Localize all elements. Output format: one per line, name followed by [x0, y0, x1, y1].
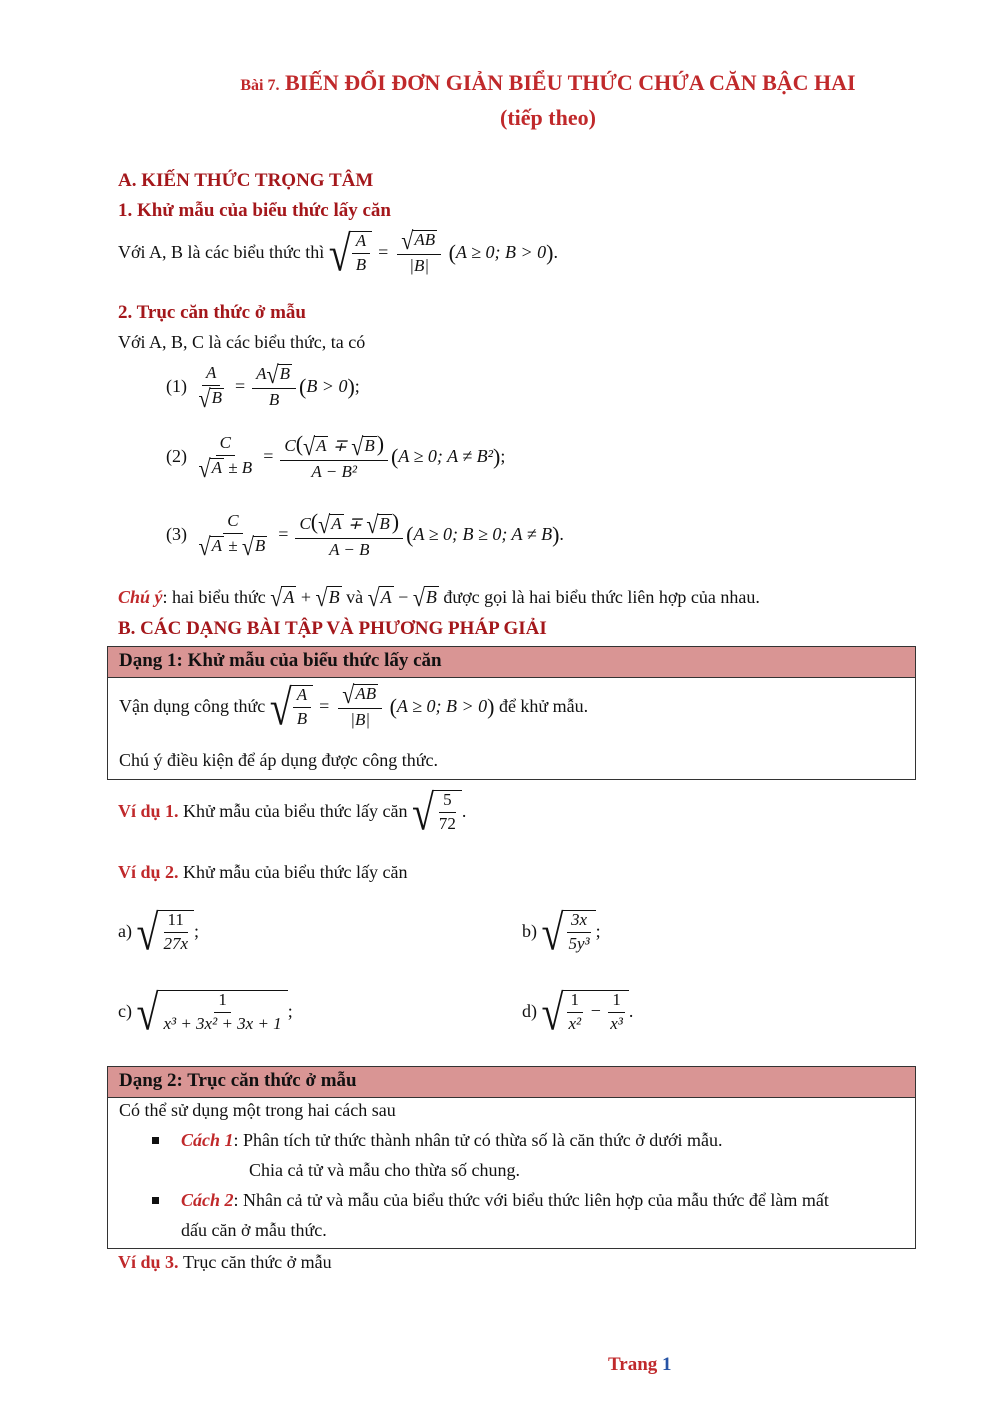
- formula-1-condition: B > 0: [306, 376, 348, 397]
- lesson-title-text: BIẾN ĐỔI ĐƠN GIẢN BIỂU THỨC CHỨA CĂN BẬC HAI: [284, 70, 856, 95]
- formula-2-label: (2): [166, 446, 187, 467]
- note-text-2: được gọi là hai biểu thức liên hợp của nhau.: [443, 586, 760, 607]
- note-and: và: [346, 586, 364, 607]
- formula-1: (1) A √ B = A √ B B ( B > 0 ) ;: [166, 360, 360, 413]
- example-3-text: Trục căn thức ở mẫu: [183, 1252, 332, 1272]
- note-line: Chú ý : hai biểu thức √ A + √ B và √ A − √ B được gọi là hai biểu thức liên hợp của nhau.: [118, 582, 760, 612]
- lesson-title: [118, 70, 978, 96]
- formula-3-label: (3): [166, 524, 187, 545]
- part1-text: Với A, B là các biểu thức thì: [118, 242, 325, 263]
- lesson-subtitle: (tiếp theo): [500, 105, 596, 130]
- section-a-heading: A. KIẾN THỨC TRỌNG TÂM: [118, 170, 374, 191]
- type-1-box: [107, 646, 916, 780]
- formula-2-condition: A ≥ 0; A ≠ B²: [398, 446, 494, 467]
- type-1-title: Dạng 1: Khử mẫu của biểu thức lấy căn: [108, 647, 915, 678]
- formula-1-label: (1): [166, 376, 187, 397]
- example-1-label: Ví dụ 1.: [118, 800, 179, 821]
- type-1-tail: để khử mẫu.: [498, 696, 589, 717]
- example-1: Ví dụ 1. Khử mẫu của biểu thức lấy căn √ $\frac{5}{72}$ .: [118, 785, 467, 842]
- way-1-line: [152, 1130, 723, 1151]
- example-2-c: c) √ $\frac{1}{\text{x³ + 3x² + 3x + 1}}$ ;: [118, 985, 293, 1042]
- bullet-icon: [152, 1137, 159, 1144]
- formula-3: (3) C √ A ± √ B = C( √ A ∓ √ B ) A − B ( A ≥ 0; B ≥ 0; A ≠ B ) .: [166, 509, 564, 561]
- part1-condition: A ≥ 0; B > 0: [455, 242, 547, 263]
- example-3: [118, 1252, 332, 1274]
- part1-heading: 1. Khử mẫu của biểu thức lấy căn: [118, 200, 391, 221]
- example-2: [118, 862, 407, 884]
- way-2-label: Cách 2: [181, 1190, 234, 1210]
- type-1-text: Vận dụng công thức: [119, 696, 266, 717]
- type-1-formula-line: Vận dụng công thức √ $\frac{A}{B}$ = √ AB |B| ( A ≥ 0; B > 0 ) để khử mẫu.: [119, 680, 589, 737]
- sqrt-a-over-b: √ $\frac{A}{B}$: [329, 231, 372, 274]
- note-label: Chú ý: [118, 586, 163, 607]
- way-1-text-2: Chia cả tử và mẫu cho thừa số chung.: [249, 1160, 520, 1180]
- example-1-text: Khử mẫu của biểu thức lấy căn: [183, 800, 408, 821]
- example-2-b: b) √ $\frac{3x}{\text{5y³}}$ ;: [522, 905, 601, 962]
- example-2-a: a) √ $\frac{11}{27x}$ ;: [118, 905, 199, 962]
- part2-intro: Với A, B, C là các biểu thức, ta có: [118, 332, 366, 352]
- bullet-icon: [152, 1197, 159, 1204]
- page-label: Trang: [608, 1354, 658, 1375]
- way-1-text: : Phân tích tử thức thành nhân tử có thừa số là căn thức ở dưới mẫu.: [233, 1130, 723, 1150]
- way-2-line: [152, 1190, 829, 1211]
- example-2-a-label: a): [118, 920, 132, 941]
- example-2-c-label: c): [118, 1000, 132, 1021]
- page-footer: [608, 1354, 672, 1376]
- sqrt-ab-over-abs-b: √ AB |B|: [397, 230, 441, 276]
- formula-2: (2) C √ A ± B = C( √ A ∓ √ B ) A − B² ( A ≥ 0; A ≠ B² ) ;: [166, 431, 506, 483]
- way-2-text: : Nhân cả tử và mẫu của biểu thức với biểu thức liên hợp của mẫu thức để làm mất: [233, 1190, 829, 1210]
- type-2-title: Dạng 2: Trục căn thức ở mẫu: [108, 1067, 915, 1098]
- way-2-text-2: dấu căn ở mẫu thức.: [181, 1220, 327, 1240]
- way-1-label: Cách 1: [181, 1130, 234, 1150]
- type-2-box: [107, 1066, 916, 1249]
- part1-formula-line: Với A, B là các biểu thức thì √ $\frac{A}{B}$ = √ AB |B| ( A ≥ 0; B > 0 ) .: [118, 226, 558, 283]
- type-2-intro: Có thể sử dụng một trong hai cách sau: [119, 1100, 396, 1120]
- lesson-number: Bài 7.: [240, 77, 280, 94]
- formula-3-condition: A ≥ 0; B ≥ 0; A ≠ B: [413, 524, 553, 545]
- example-2-d: d) √ $\frac{1}{\text{x²}}$ − $\frac{1}{\text{x³}}$ .: [522, 985, 634, 1042]
- page-number: 1: [662, 1354, 672, 1375]
- example-3-label: Ví dụ 3.: [118, 1252, 179, 1272]
- section-b-heading: B. CÁC DẠNG BÀI TẬP VÀ PHƯƠNG PHÁP GIẢI: [118, 618, 547, 639]
- part2-heading: 2. Trục căn thức ở mẫu: [118, 302, 306, 323]
- example-2-d-label: d): [522, 1000, 537, 1021]
- example-2-b-label: b): [522, 920, 537, 941]
- type-1-condition: A ≥ 0; B > 0: [396, 696, 488, 717]
- type-1-note: Chú ý điều kiện để áp dụng được công thức.: [119, 750, 438, 770]
- example-2-text: Khử mẫu của biểu thức lấy căn: [183, 862, 408, 882]
- example-2-label: Ví dụ 2.: [118, 862, 179, 882]
- note-text-1: : hai biểu thức: [162, 586, 266, 607]
